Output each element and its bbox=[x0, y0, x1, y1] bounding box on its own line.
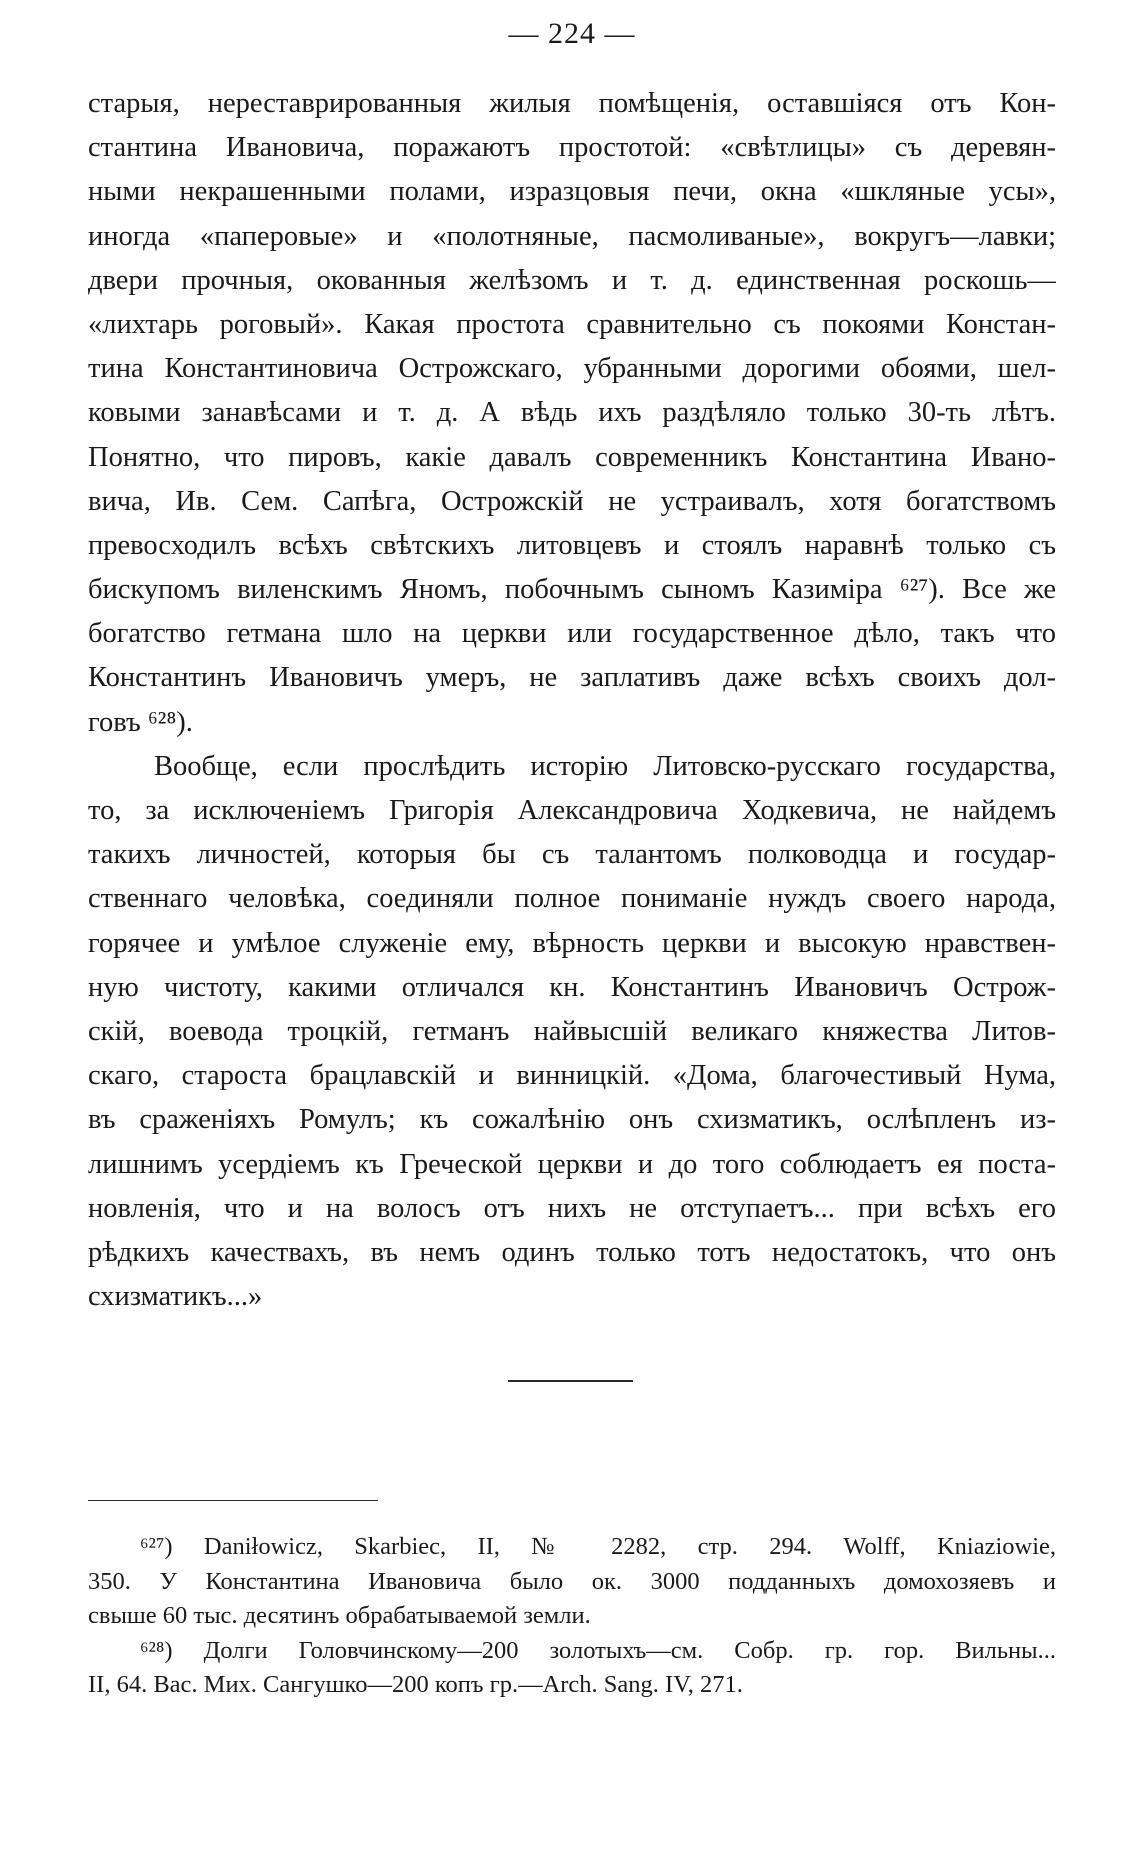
text-line: горячее и умѣлое служеніе ему, вѣрность церкви и высокую нравствен- bbox=[88, 927, 1056, 959]
text-line: двери прочныя, окованныя желѣзомъ и т. д. единственная роскошь— bbox=[88, 264, 1056, 296]
text-line: вича, Ив. Сем. Сапѣга, Острожскій не устраивалъ, хотя богатствомъ bbox=[88, 485, 1056, 517]
text-line: въ сраженіяхъ Ромулъ; къ сожалѣнію онъ схизматикъ, ослѣпленъ из- bbox=[88, 1104, 1056, 1136]
text-line: говъ ⁶²⁸). bbox=[88, 706, 193, 738]
section-divider bbox=[508, 1380, 633, 1382]
text-line: тина Константиновича Острожскаго, убранными дорогими обоями, шел- bbox=[88, 353, 1056, 385]
text-line: ственнаго человѣка, соединяли полное пониманіе нуждъ своего народа, bbox=[88, 883, 1056, 915]
text-line: такихъ личностей, которыя бы съ талантомъ полководца и государ- bbox=[88, 839, 1056, 871]
text-line: скій, воевода троцкій, гетманъ найвысшій великаго княжества Литов- bbox=[88, 1015, 1056, 1047]
footnote-line: свыше 60 тыс. десятинъ обрабатываемой земли. bbox=[88, 1602, 591, 1629]
book-page bbox=[88, 0, 1056, 1858]
page-number: — 224 — bbox=[508, 17, 636, 50]
text-line: Константинъ Ивановичъ умеръ, не заплативъ даже всѣхъ своихъ дол- bbox=[88, 662, 1056, 694]
text-line: «лихтарь роговый». Какая простота сравнительно съ покоями Констан- bbox=[88, 308, 1056, 340]
footnote-line: II, 64. Вас. Мих. Сангушко—200 копъ гр.—Arch. Sang. IV, 271. bbox=[88, 1671, 743, 1698]
footnote-line: 350. У Константина Ивановича было ок. 3000 подданныхъ домохозяевъ и bbox=[88, 1567, 1056, 1595]
text-line: ную чистоту, какими отличался кн. Константинъ Ивановичъ Острож- bbox=[88, 971, 1056, 1003]
text-line: Вообще, если прослѣдить исторію Литовско-русскаго государства, bbox=[154, 750, 1056, 782]
text-line: новленія, что и на волосъ отъ нихъ не отступаетъ... при всѣхъ его bbox=[88, 1192, 1056, 1224]
text-line: иногда «паперовые» и «полотняные, пасмоливаные», вокругъ—лавки; bbox=[88, 220, 1056, 252]
text-line: ковыми занавѣсами и т. д. А вѣдь ихъ раздѣляло только 30-ть лѣтъ. bbox=[88, 397, 1056, 429]
text-line: скаго, староста брацлавскій и винницкій. «Дома, благочестивый Нума, bbox=[88, 1060, 1056, 1092]
text-line: старыя, нереставрированныя жилыя помѣщенія, оставшіяся отъ Кон- bbox=[88, 88, 1056, 119]
text-line: богатство гетмана шло на церкви или государственное дѣло, такъ что bbox=[88, 618, 1056, 650]
footnotes bbox=[88, 1530, 1056, 1703]
text-line: превосходилъ всѣхъ свѣтскихъ литовцевъ и стоялъ наравнѣ только съ bbox=[88, 529, 1056, 561]
text-line: то, за исключеніемъ Григорія Александровича Ходкевича, не найдемъ bbox=[88, 795, 1056, 826]
text-line: Понятно, что пировъ, какіе давалъ современникъ Константина Ивано- bbox=[88, 441, 1056, 473]
text-line: стантина Ивановича, поражаютъ простотой: «свѣтлицы» съ деревян- bbox=[88, 132, 1056, 164]
text-line: ными некрашенными полами, изразцовыя печи, окна «шкляные усы», bbox=[88, 176, 1056, 208]
text-line: схизматикъ...» bbox=[88, 1281, 263, 1313]
text-line: бискупомъ виленскимъ Яномъ, побочнымъ сыномъ Казиміра ⁶²⁷). Все же bbox=[88, 574, 1056, 606]
text-line: лишнимъ усердіемъ къ Греческой церкви и до того соблюдаетъ ея поста- bbox=[88, 1148, 1056, 1180]
footnote-separator bbox=[88, 1500, 378, 1501]
text-line: рѣдкихъ качествахъ, въ немъ одинъ только тотъ недостатокъ, что онъ bbox=[88, 1236, 1056, 1268]
main-text bbox=[88, 82, 1056, 1319]
footnote-line: ⁶²⁸) Долги Головчинскому—200 золотыхъ—см. Собр. гр. гор. Вильны... bbox=[140, 1636, 1056, 1664]
footnote-line: ⁶²⁷) Daniłowicz, Skarbiec, II, № 2282, стр. 294. Wolff, Kniaziowie, bbox=[140, 1533, 1056, 1560]
